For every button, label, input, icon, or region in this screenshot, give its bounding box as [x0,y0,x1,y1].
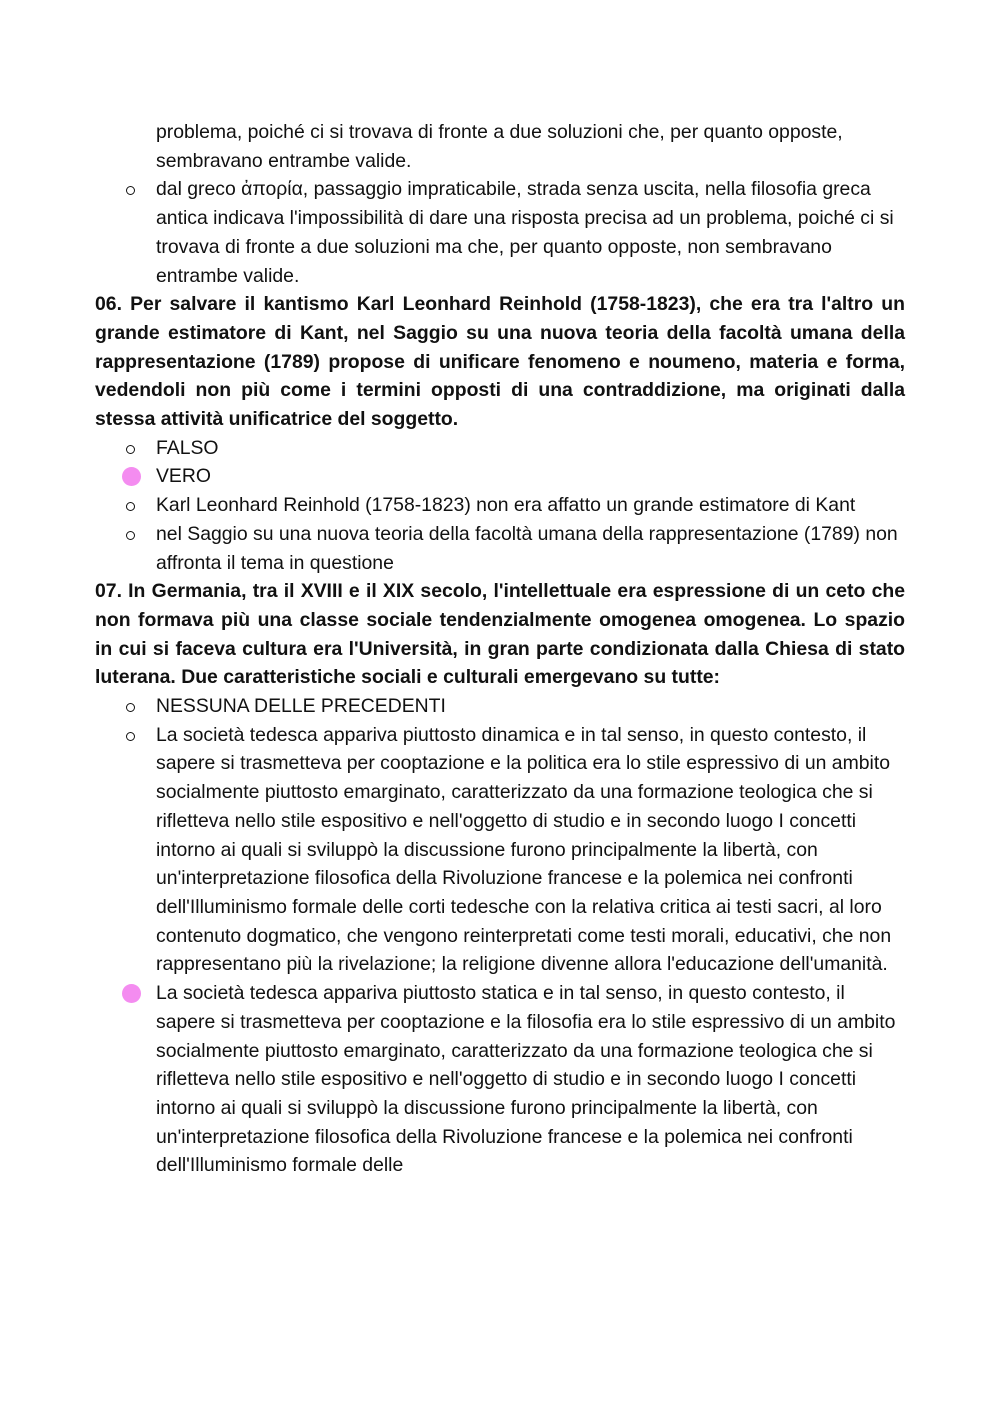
option-text: dal greco ἀπορία, passaggio impraticabile, strada senza uscita, nella filosofia greca antica indicava l'impossibilità di dare una risposta precisa ad un problema, poiché ci si trovava di fronte a due soluzioni ma che, per quanto opposte, non sembravano entrambe valide. [156,178,894,287]
question-06: 06. Per salvare il kantismo Karl Leonhard Reinhold (1758-1823), che era tra l'altro un grande estimatore di Kant, nel Saggio su una nuova teoria della facoltà umana della rappresentazione (1789) propose di unificare fenomeno e noumeno, materia e forma, vedendoli non più come i termini opposti di una contraddizione, ma originati dalla stessa attività unificatrice del soggetto. [95,293,905,431]
q05-option [95,175,905,290]
q06-option-2 [95,462,905,491]
option-text: Karl Leonhard Reinhold (1758-1823) non era affatto un grande estimatore di Kant [156,494,856,517]
option-bullet-icon [123,434,143,463]
option-text: La società tedesca appariva piuttosto statica e in tal senso, in questo contesto, il sapere si trasmetteva per cooptazione e la filosofia era lo stile espressivo di un ambito socialmente piuttosto emarginato, caratterizzato da una formazione teologica che si rifletteva nello stile espositivo e nell'oggetto di studio e in secondo luogo I concetti intorno ai quali si sviluppò la discussione furono principalmente la libertà, con un'interpretazione filosofica della Rivoluzione francese e la polemica nei confronti dell'Illuminismo formale delle [156,982,896,1177]
option-text: VERO [156,465,211,488]
option-text: NESSUNA DELLE PRECEDENTI [156,695,446,718]
option-bullet-icon [123,175,143,204]
selected-answer-dot-icon [123,979,143,1008]
option-bullet-icon [123,491,143,520]
continued-option [95,118,905,175]
question-07: 07. In Germania, tra il XVIII e il XIX secolo, l'intellettuale era espressione di un ceto che non formava più una classe sociale tendenzialmente omogenea omogenea. Lo spazio in cui si faceva cultura era l'Università, in gran parte condizionata dalla Chiesa di stato luterana. Due caratteristiche sociali e culturali emergevano su tutte: [95,580,905,689]
q06-option-1 [95,434,905,463]
document-page [95,118,905,1180]
selected-answer-dot-icon [123,462,143,491]
q07-option-3 [95,979,905,1180]
q06-option-3 [95,491,905,520]
option-bullet-icon [123,520,143,549]
option-text: La società tedesca appariva piuttosto dinamica e in tal senso, in questo contesto, il sapere si trasmetteva per cooptazione e la politica era lo stile espressivo di un ambito socialmente piuttosto emarginato, caratterizzato da una formazione teologica che si rifletteva nello stile espositivo e nell'oggetto di studio e in secondo luogo I concetti intorno ai quali si sviluppò la discussione furono principalmente la libertà, con un'interpretazione filosofica della Rivoluzione francese e la polemica nei confronti dell'Illuminismo formale delle corti tedesche con la relativa critica ai testi sacri, al loro contenuto dogmatico, che vengono reinterpretati come testi morali, educativi, che non rappresentano più la rivelazione; la religione divenne allora l'educazione dell'umanità. [156,723,892,976]
option-bullet-icon [123,721,143,750]
option-bullet-icon [123,692,143,721]
option-text: nel Saggio su una nuova teoria della facoltà umana della rappresentazione (1789) non affronta il tema in questione [156,522,898,574]
option-text: problema, poiché ci si trovava di fronte a due soluzioni che, per quanto opposte, sembravano entrambe valide. [156,121,843,172]
q07-option-1 [95,692,905,721]
q07-option-2 [95,721,905,979]
q06-option-4 [95,520,905,577]
option-text: FALSO [156,436,219,459]
